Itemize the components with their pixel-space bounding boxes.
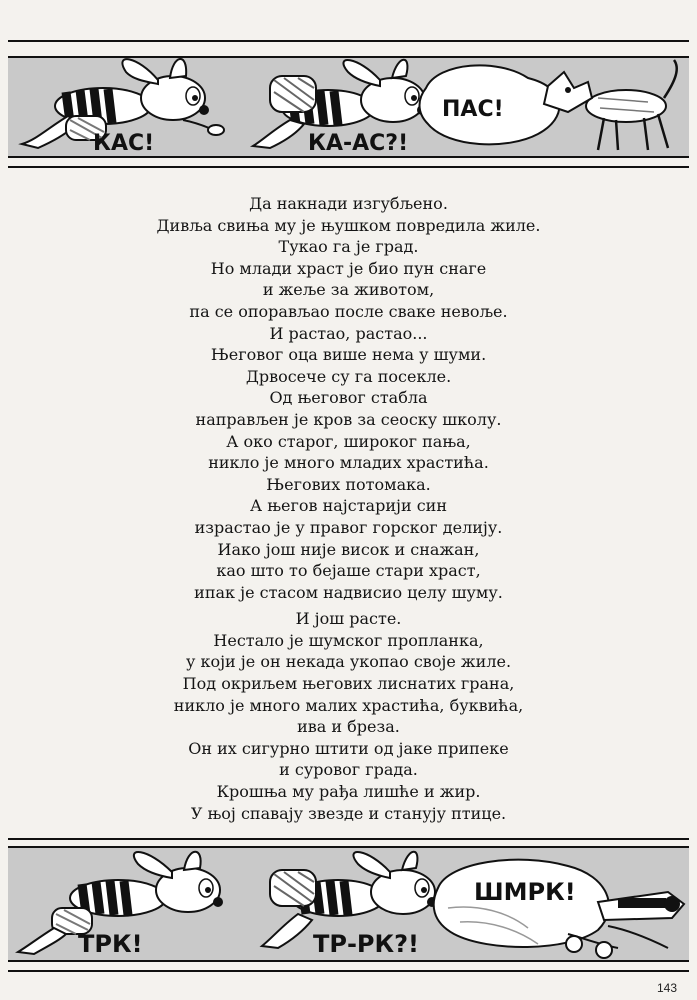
poem-line: направљен је кров за сеоску школу.	[195, 409, 502, 429]
poem-line: И још расте.	[295, 609, 402, 629]
poem-line: као што то бејаше стари храст,	[216, 561, 481, 581]
pas-sound-word: ПАС!	[442, 97, 504, 122]
poem-line: па се опорављао после сваке невоље.	[189, 301, 508, 321]
poem-line: израстао је у правог горског делију.	[194, 517, 503, 537]
top-rule	[8, 40, 689, 42]
poem-line: А око старог, широког пања,	[226, 431, 471, 451]
poem-line: Његових потомака.	[266, 474, 431, 494]
barking-dog-illustration	[544, 60, 677, 150]
poem-line: Дивља свиња му је њушком повредила жиле.	[156, 215, 541, 235]
poem-line: Иако још није висок и снажан,	[217, 539, 480, 559]
page-number: 143	[656, 981, 677, 995]
tr-rk-sound-word: ТР-РК?!	[313, 930, 419, 958]
poem-line: и суровог града.	[279, 760, 418, 780]
poem-stanza-2	[0, 608, 697, 824]
poem-line: и жеље за животом,	[262, 280, 435, 300]
poem-line: Од његовог стабла	[269, 388, 428, 408]
poem-line: Његовог оца више нема у шуми.	[210, 345, 487, 365]
top-cartoon-illustration	[8, 58, 689, 156]
poem-line: Дрвосече су га посекле.	[245, 366, 452, 386]
trk-sound-word: ТРК!	[78, 930, 143, 958]
poem-line: у који је он некада укопао своје жиле.	[185, 652, 512, 672]
poem-line: Но млади храст је био пун снаге	[210, 258, 487, 278]
ka-as-sound-word: КА-АС?!	[308, 131, 409, 156]
poem-stanza-1	[0, 193, 697, 603]
poem-line: Он их сигурно штити од јаке припеке	[188, 738, 509, 758]
poem-line: ипак је стасом надвисио целу шуму.	[194, 582, 503, 602]
poem-line: никло је много младих храстића.	[208, 453, 489, 473]
poem-line: Под окриљем његових лиснатих грана,	[182, 674, 515, 694]
poem-line: Нестало је шумског пропланка,	[213, 630, 484, 650]
poem-line: А његов најстарији син	[250, 496, 447, 516]
shmrk-sound-word: ШМРК!	[474, 878, 576, 906]
poem-line: ива и бреза.	[297, 717, 400, 737]
bottom-rule	[8, 970, 689, 972]
bottom-band-top-rule	[8, 838, 689, 840]
poem-line: Да накнади изгубљено.	[249, 194, 448, 213]
poem-text	[0, 193, 697, 824]
bottom-illustration-band	[8, 846, 689, 962]
poem-line: никло је много малих храстића, буквића,	[173, 695, 524, 715]
kas-sound-word: КАС!	[93, 131, 155, 156]
poem-line: Тукао га је град.	[278, 237, 419, 257]
poem-line: И растао, растао...	[269, 323, 428, 343]
bottom-cartoon-illustration	[8, 848, 689, 960]
top-band-bottom-rule	[8, 166, 689, 168]
poem-line: Крошња му рађа лишће и жир.	[216, 782, 481, 802]
poem-line: У њој спавају звезде и стануjу птице.	[190, 803, 507, 823]
top-illustration-band	[8, 56, 689, 158]
